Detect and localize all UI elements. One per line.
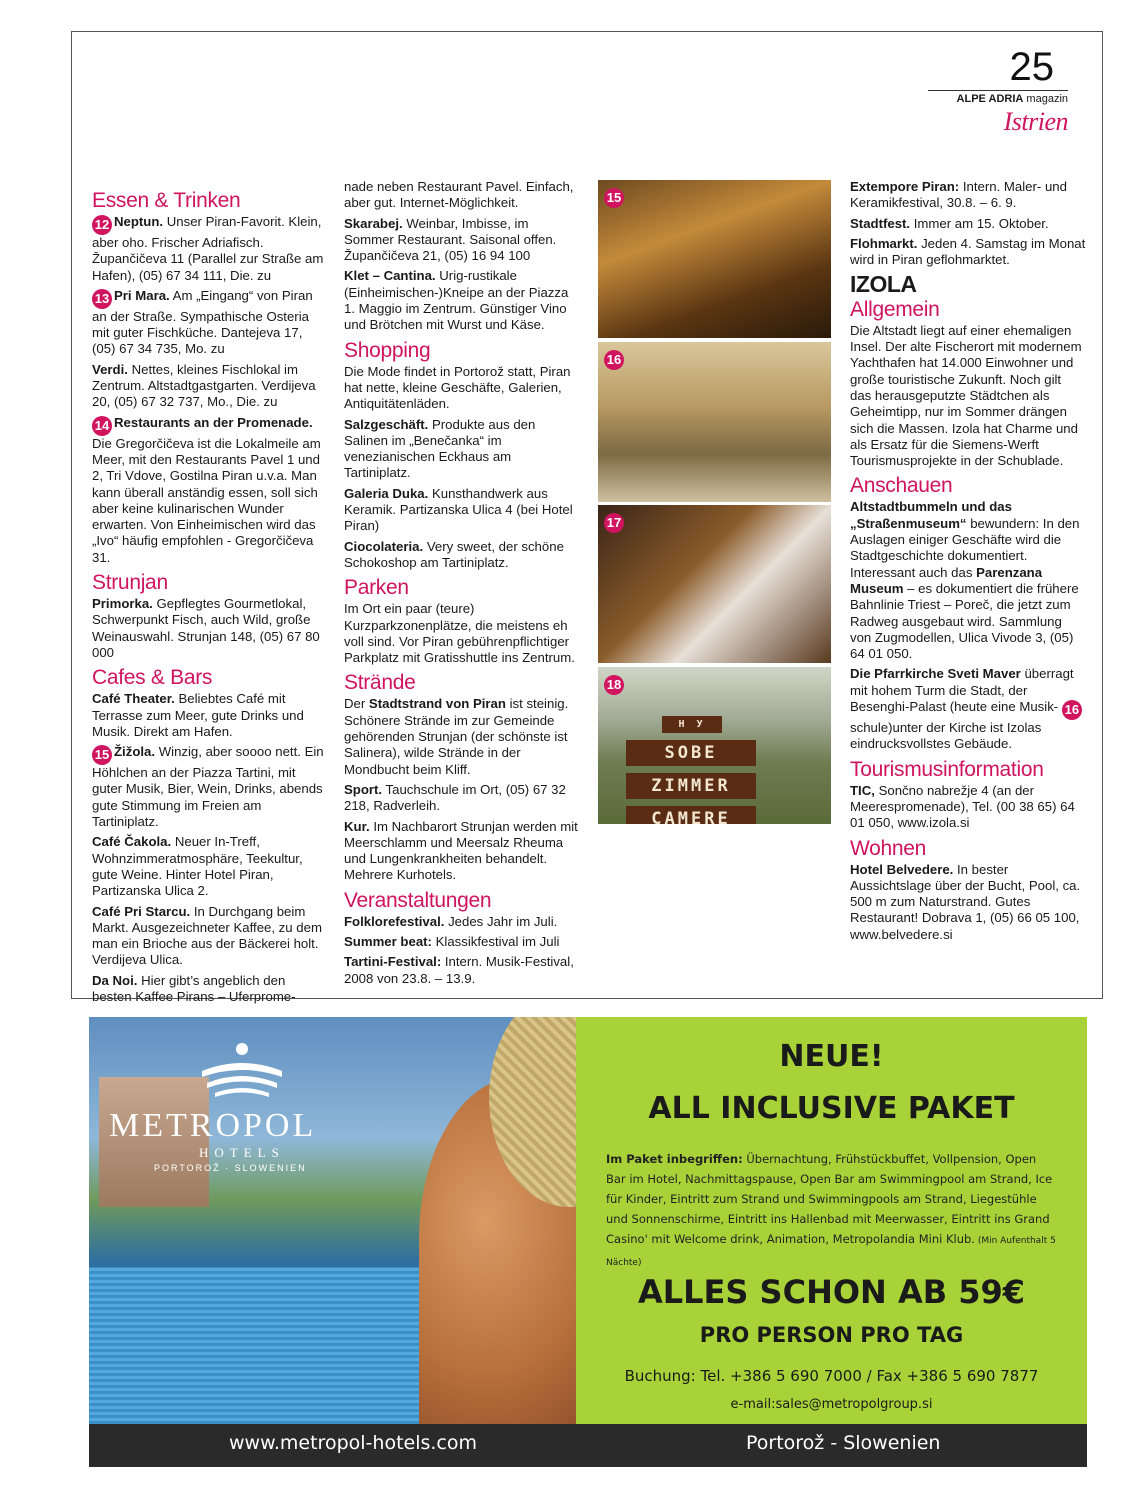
magazine-word: magazin xyxy=(1026,93,1068,105)
shopping-intro: Die Mode findet in Portorož statt, Piran hat nette, kleine Geschäfte, Galerien, Antiquitätenläden. xyxy=(344,363,571,412)
heading-allgemein: Allgemein xyxy=(850,297,940,321)
entry-text: schule)unter der Kirche ist Izolas eindrucksvollstes Gebäude. xyxy=(850,720,1042,752)
entry-klet-cantina xyxy=(344,268,580,333)
heading-cafes-bars: Cafes & Bars xyxy=(92,666,213,690)
entry-text: Unser Piran-Favorit. Klein, aber oho. Frischer Adriafisch. Župančičeva 11 (Parallel zur Straße am Hafen), (05) 67 34 111, Die. zu xyxy=(92,214,324,283)
entry-name: Salzgeschäft. xyxy=(344,416,429,432)
photo-restaurant-interior xyxy=(598,180,831,338)
entry-hotel-belvedere xyxy=(850,862,1086,943)
heading-wohnen: Wohnen xyxy=(850,836,927,860)
entry-tic xyxy=(850,783,1086,832)
entry-zizola xyxy=(92,744,328,830)
entry-text: bewundern: In den Auslagen einiger Geschäfte wird die Stadtgeschichte dokumentiert. Interessant auch das xyxy=(850,515,1080,580)
photo-chef xyxy=(598,505,831,663)
entry-name: Café Theater. xyxy=(92,691,175,707)
entry-text: Sončno nabrežje 4 (an der Meerespromenade), Tel. (00 38 65) 64 01 050, www.izola.si xyxy=(850,782,1075,831)
entry-name: Die Pfarrkirche Sveti Maver xyxy=(850,666,1021,682)
entry-name: Žižola. xyxy=(114,744,156,760)
section-title: Istrien xyxy=(1003,107,1068,136)
logo-location: PORTOROŽ · SLOWENIEN xyxy=(154,1163,307,1173)
page-header xyxy=(928,46,1068,137)
entry-name: Tartini-Festival: xyxy=(344,954,442,970)
entry-name: Parenzana Museum xyxy=(850,564,1043,596)
entry-text: Der xyxy=(344,696,369,712)
ad-body-note: (Min Aufenthalt 5 Nächte) xyxy=(606,1236,1056,1268)
entry-name: Verdi. xyxy=(92,361,128,377)
heading-essen-trinken: Essen & Trinken xyxy=(92,189,241,212)
entry-text: Tauchschule im Ort, (05) 67 32 218, Radverleih. xyxy=(344,781,566,814)
entry-text: Hier gibt’s angeblich den besten Kaffee Pirans – Uferprome- xyxy=(92,972,296,1004)
entry-name: Café Pri Starcu. xyxy=(92,903,191,919)
entry-text: In bester Aussichtslage über der Bucht, Pool, ca. 500 m zum Naturstrand. Gutes Restaurant! Dobrava 1, (05) 66 05 100, www.belvedere.si xyxy=(850,861,1081,942)
entry-name: Café Čakola. xyxy=(92,834,172,850)
entry-name: Primorka. xyxy=(92,596,153,612)
ad-text-panel xyxy=(576,1017,1087,1424)
entry-name: Ciocolateria. xyxy=(344,538,424,554)
entry-pri-starcu xyxy=(92,904,328,969)
ad-body xyxy=(606,1149,1056,1273)
ad-url[interactable]: www.metropol-hotels.com xyxy=(229,1432,478,1454)
marker-12: 12 xyxy=(92,215,112,235)
parken-text: Im Ort ein paar (teure) Kurzparkzonenplätze, die meistens eh voll sind. Vor Piran gebührenpflichtiger Parkplatz mit Gratisshuttle ins Zentrum. xyxy=(344,601,575,666)
magazine-brand: ALPE ADRIA xyxy=(956,93,1024,105)
photo-palace-facade xyxy=(598,342,831,502)
entry-text: Urig-rustikale (Einheimischen-)Kneipe an der Piazza 1. Maggio im Zentrum. Günstiger Vino und Brötchen mit Wurst und Käse. xyxy=(344,268,569,333)
entry-text: Die Gregorčičeva ist die Lokalmeile am Meer, mit den Restaurants Pavel 1 und 2, Tri Vdove, Gostilna Piran u.v.a. Man kann überall anständig essen, soll sich aber keine kulinarischen Wunder erwarten. Von Einheimischen wird das „Ivo“ häufig empfohlen - Gregorčičeva 31. xyxy=(92,435,321,565)
ad-price: ALLES SCHON AB 59€ xyxy=(637,1273,1026,1311)
entry-kur xyxy=(344,819,580,884)
entry-text: überragt mit hohem Turm die Stadt, der Besenghi-Palast (heute eine Musik- xyxy=(850,666,1074,715)
entry-name: Extempore Piran: xyxy=(850,179,960,194)
sign-zimmer: ZIMMER xyxy=(626,773,756,799)
metropol-advertisement[interactable] xyxy=(89,1017,1087,1467)
heading-strunjan: Strunjan xyxy=(92,571,168,595)
entry-text: Very sweet, der schöne Schokoshop am Tartiniplatz. xyxy=(344,538,564,570)
marker-15: 15 xyxy=(92,745,112,765)
heading-veranstaltungen: Veranstaltungen xyxy=(344,888,492,912)
entry-text: Beliebtes Café mit Terrasse zum Meer, gute Drinks und Musik. Direkt am Hafen. xyxy=(92,691,304,739)
ad-title-neue: NEUE! xyxy=(779,1039,884,1074)
entry-text: Jeden 4. Samstag im Monat wird in Piran geflohmarktet. xyxy=(850,235,1086,268)
heading-shopping: Shopping xyxy=(344,338,431,362)
photo-marker-17: 17 xyxy=(604,513,624,533)
entry-name: Skarabej. xyxy=(344,215,403,231)
entry-name: Pri Mara. xyxy=(114,287,170,303)
magazine-name xyxy=(928,93,1068,105)
entry-name: TIC, xyxy=(850,782,875,798)
entry-text: Neuer In-Treff, Wohnzimmeratmosphäre, Teekultur, gute Weine. Hinter Hotel Piran, Partizanska Ulica 2. xyxy=(92,834,303,899)
header-rule xyxy=(928,90,1068,91)
entry-folklorefestival xyxy=(344,914,580,930)
entry-text: In Durchgang beim Markt. Ausgezeichneter Kaffee, zu dem man ein Brioche aus der Bäckerei holt. Verdijeva Ulica. xyxy=(92,903,322,968)
ad-booking: Buchung: Tel. +386 5 690 7000 / Fax +386 5 690 7877 xyxy=(624,1367,1039,1385)
entry-name: Kur. xyxy=(344,818,370,834)
page-number: 25 xyxy=(1009,45,1054,89)
entry-pri-mara xyxy=(92,288,328,358)
entry-cafe-theater xyxy=(92,691,328,740)
ad-per-person: PRO PERSON PRO TAG xyxy=(699,1323,964,1347)
heading-straende: Strände xyxy=(344,671,416,695)
entry-skarabej xyxy=(344,216,580,265)
entry-tartini-festival xyxy=(344,954,580,987)
entry-text: Im Nachbarort Strunjan werden mit Meerschlamm und Meersalz Rheuma und Lungenkrankheiten behandelt. Mehrere Kurhotels. xyxy=(344,818,578,883)
entry-name: Neptun. xyxy=(114,214,164,229)
entry-text: Kunsthandwerk aus Keramik. Partizanska Ulica 4 (bei Hotel Piran) xyxy=(344,485,573,534)
entry-name: Sport. xyxy=(344,781,383,797)
heading-anschauen: Anschauen xyxy=(850,474,953,498)
entry-text: Intern. Maler- und Keramikfestival, 30.8. – 6. 9. xyxy=(850,179,1067,211)
entry-neptun xyxy=(92,214,328,284)
logo-mark-icon xyxy=(197,1041,287,1101)
photo-marker-16: 16 xyxy=(604,350,624,370)
marker-16: 16 xyxy=(1062,700,1082,720)
entry-text: Immer am 15. Oktober. xyxy=(910,215,1049,231)
sign-small: Н У xyxy=(662,716,722,733)
logo-word: METROPOL xyxy=(109,1107,317,1144)
entry-text: – es dokumentiert die frühere Bahnlinie Triest – Poreč, die jetzt zum Radweg ausgebaut wird. Sammlung von Zugmodellen, Ulica Vivode 3, (05) 64 01 050. xyxy=(850,580,1079,662)
ad-photo xyxy=(89,1017,576,1424)
ad-body-label: Im Paket inbegriffen: xyxy=(606,1152,743,1166)
logo-sub: HOTELS xyxy=(199,1145,285,1160)
sign-sobe: SOBE xyxy=(626,740,756,766)
sign-stack xyxy=(626,709,756,824)
entry-text: Am „Eingang“ von Piran an der Straße. Sympathische Osteria mit guter Fischküche. Dantejeva 17, (05) 67 34 735, Mo. zu xyxy=(92,287,313,357)
entry-cafe-cakola xyxy=(92,834,328,899)
entry-name: Klet – Cantina. xyxy=(344,268,436,284)
ad-email[interactable]: e-mail:sales@metropolgroup.si xyxy=(730,1397,933,1412)
entry-name: Summer beat: xyxy=(344,933,432,949)
heading-parken: Parken xyxy=(344,576,409,600)
entry-text: ist steinig. Schönere Strände im zur Gemeinde gehörenden Strunjan (der schönste ist Salinera), wilde Strände in der Mondbucht beim Kliff. xyxy=(344,696,569,777)
photo-marker-18: 18 xyxy=(604,675,624,695)
heading-tourismusinformation: Tourismusinformation xyxy=(850,757,1044,781)
column-4 xyxy=(850,179,1086,947)
entry-sport xyxy=(344,782,580,815)
entry-pfarrkirche xyxy=(850,666,1086,752)
entry-name: Da Noi. xyxy=(92,972,138,988)
entry-extempore xyxy=(850,179,1086,212)
entry-text: Produkte aus den Salinen im „Benečanka“ im venezianischen Eckhaus am Tartiniplatz. xyxy=(344,416,536,481)
entry-galeria-duka xyxy=(344,486,580,535)
entry-salzgeschaeft xyxy=(344,417,580,482)
entry-text: Gepflegtes Gourmetlokal, Schwerpunkt Fisch, auch Wild, große Weinauswahl. Strunjan 148, (05) 67 80 000 xyxy=(92,596,320,660)
photo-room-signs xyxy=(598,667,831,824)
ad-location: Portorož - Slowenien xyxy=(746,1432,941,1454)
metropol-logo xyxy=(109,1107,316,1173)
entry-text: Klassikfestival im Juli xyxy=(431,933,560,949)
entry-primorka xyxy=(92,596,328,661)
column-2 xyxy=(344,179,580,991)
article-frame xyxy=(71,31,1103,1004)
entry-name: Stadtstrand von Piran xyxy=(368,696,506,712)
entry-name: Flohmarkt. xyxy=(850,235,918,251)
entry-name: Galeria Duka. xyxy=(344,485,429,501)
ad-footer-bar xyxy=(89,1424,1087,1467)
entry-promenade xyxy=(92,415,328,566)
sign-camere: CAMERE xyxy=(626,806,756,824)
entry-altstadtbummeln xyxy=(850,499,1086,662)
photo-marker-15: 15 xyxy=(604,188,624,208)
entry-stadtstrand xyxy=(344,696,580,777)
marker-13: 13 xyxy=(92,289,112,309)
entry-da-noi-cont: nade neben Restaurant Pavel. Einfach, aber gut. Internet-Möglichkeit. xyxy=(344,179,574,211)
entry-flohmarkt xyxy=(850,236,1086,269)
marker-14: 14 xyxy=(92,416,112,436)
entry-text: Nettes, kleines Fischlokal im Zentrum. Altstadtgastgarten. Verdijeva 20, (05) 67 32 737, Mo., Die. zu xyxy=(92,361,316,410)
entry-summer-beat xyxy=(344,934,580,950)
entry-name: Restaurants an der Promenade. xyxy=(114,414,313,430)
entry-ciocolateria xyxy=(344,539,580,572)
column-1 xyxy=(92,184,328,1009)
entry-name: Folklorefestival. xyxy=(344,913,445,929)
entry-text: Jedes Jahr im Juli. xyxy=(444,913,558,929)
entry-name: Hotel Belvedere. xyxy=(850,861,954,877)
ad-title-paket: ALL INCLUSIVE PAKET xyxy=(648,1091,1015,1126)
entry-stadtfest xyxy=(850,216,1086,232)
heading-izola: IZOLA xyxy=(850,271,917,298)
allgemein-text: Die Altstadt liegt auf einer ehemaligen Insel. Der alte Fischerort mit modernem Yachthafen hat 14.000 Einwohner und große touristische Zukunft. Noch gilt das herausgeputzte Städtchen als Geheimtipp, nur im Sommer drängen sich die Massen. Izola hat Charme und als Ersatz für die Siemens-Werft Tourismusprojekte in der Schublade. xyxy=(850,322,1082,469)
entry-text: Winzig, aber soooo nett. Ein Höhlchen an der Piazza Tartini, mit guter Musik, Bier, Wein, Drinks, abends gute Stimmung im Freien am Tartiniplatz. xyxy=(92,744,324,830)
entry-verdi xyxy=(92,362,328,411)
ad-body-text: Übernachtung, Frühstückbuffet, Vollpension, Open Bar im Hotel, Nachmittagspause, Open Bar am Swimmingpool am Strand, Ice für Kinder, Eintritt zum Strand und Swimmingpools am Strand, Liegestühle und Sonnenschirme, Eintritt ins Hallenbad mit Meerwasser, Eintritt ins Grand Casino' mit Welcome drink, Animation, Metropolandia Mini Klub. xyxy=(606,1152,1053,1246)
entry-text: Intern. Musik-Festival, 2008 von 23.8. – 13.9. xyxy=(344,954,574,986)
entry-da-noi xyxy=(92,973,328,1006)
entry-text: Weinbar, Imbisse, im Sommer Restaurant. Saisonal offen. Župančičeva 21, (05) 16 94 100 xyxy=(344,215,557,264)
entry-name: Altstadtbummeln und das „Straßenmuseum“ xyxy=(850,499,1012,531)
entry-name: Stadtfest. xyxy=(850,215,911,231)
